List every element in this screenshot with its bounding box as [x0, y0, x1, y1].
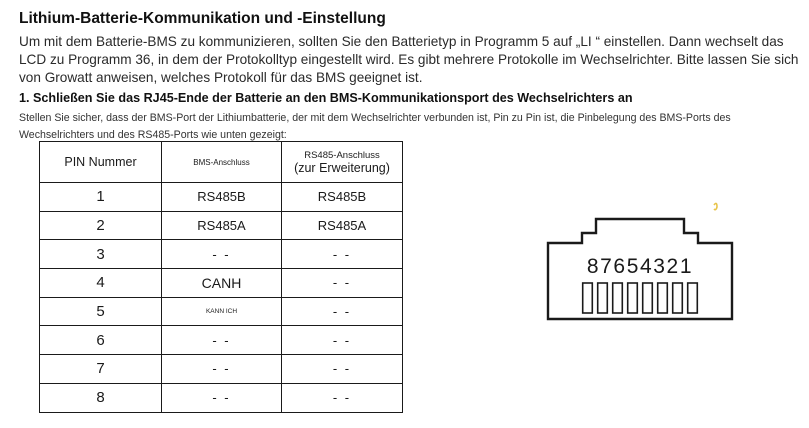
yellow-mark-icon	[714, 203, 717, 209]
table-header-row	[40, 142, 403, 183]
rs485-cell: RS485A	[282, 211, 403, 240]
rj45-contact-4	[643, 283, 653, 313]
rs485-cell: RS485B	[282, 183, 403, 212]
table-row	[40, 211, 403, 240]
rj45-contact-3	[658, 283, 668, 313]
pin-number-cell: 4	[40, 269, 162, 298]
rj45-contact-8	[583, 283, 593, 313]
rj45-contacts	[583, 283, 698, 313]
rs485-cell: - -	[282, 240, 403, 269]
bms-cell: - -	[162, 326, 282, 355]
pinout-note: Stellen Sie sicher, dass der BMS-Port der Lithiumbatterie, der mit dem Wechselrichter verbunden ist, Pin zu Pin ist, die Pinbelegung des BMS-Ports des Wechselrichters und des RS485-Ports wie unten gezeigt:	[19, 112, 731, 141]
table-row	[40, 269, 403, 298]
pin-number-cell: 1	[40, 183, 162, 212]
header-rs485-label: RS485-Anschluss	[304, 150, 380, 161]
bms-cell: RS485A	[162, 211, 282, 240]
header-pin-number: PIN Nummer	[40, 142, 162, 183]
pin-number-cell: 3	[40, 240, 162, 269]
rj45-contact-1	[688, 283, 698, 313]
table-row	[40, 297, 403, 326]
bms-cell: CANH	[162, 269, 282, 298]
table-row	[40, 326, 403, 355]
intro-paragraph: Um mit dem Batterie-BMS zu kommunizieren, sollten Sie den Batterietyp in Programm 5 auf „LI “ einstellen. Dann wechselt das LCD zu Programm 36, in dem der Protokolltyp eingestellt wird. Es gibt mehrere Protokolle im Wechselrichter. Bitte lassen Sie sich von Growatt anweisen, welches Protokoll für das BMS geeignet ist.	[19, 34, 799, 85]
header-bms-port: BMS-Anschluss	[162, 142, 282, 183]
table-row	[40, 355, 403, 384]
pin-number-cell: 6	[40, 326, 162, 355]
rs485-cell: - -	[282, 269, 403, 298]
bms-cell: - -	[162, 355, 282, 384]
table-row	[40, 240, 403, 269]
pin-number-cell: 2	[40, 211, 162, 240]
pin-number-cell: 5	[40, 297, 162, 326]
bms-cell: - -	[162, 383, 282, 412]
header-rs485-sublabel: (zur Erweiterung)	[294, 161, 390, 175]
rj45-contact-6	[613, 283, 623, 313]
section-title: Lithium-Batterie-Kommunikation und -Einstellung	[19, 10, 386, 27]
rs485-cell: - -	[282, 297, 403, 326]
pin-number-cell: 8	[40, 383, 162, 412]
rj45-pin-numbers: 87654321	[586, 255, 694, 278]
rj45-contact-5	[628, 283, 638, 313]
rs485-cell: - -	[282, 355, 403, 384]
rj45-port-diagram	[540, 195, 740, 335]
rj45-contact-7	[598, 283, 608, 313]
bms-cell: - -	[162, 240, 282, 269]
pin-number-cell: 7	[40, 355, 162, 384]
rj45-contact-2	[673, 283, 683, 313]
bms-cell: RS485B	[162, 183, 282, 212]
header-rs485-port	[282, 142, 403, 183]
rs485-cell: - -	[282, 326, 403, 355]
step-1-heading: 1. Schließen Sie das RJ45-Ende der Batterie an den BMS-Kommunikationsport des Wechselrichters an	[19, 91, 633, 105]
pinout-table	[39, 141, 403, 413]
table-row	[40, 183, 403, 212]
table-row	[40, 383, 403, 412]
bms-cell: KANN ICH	[162, 297, 282, 326]
rs485-cell: - -	[282, 383, 403, 412]
